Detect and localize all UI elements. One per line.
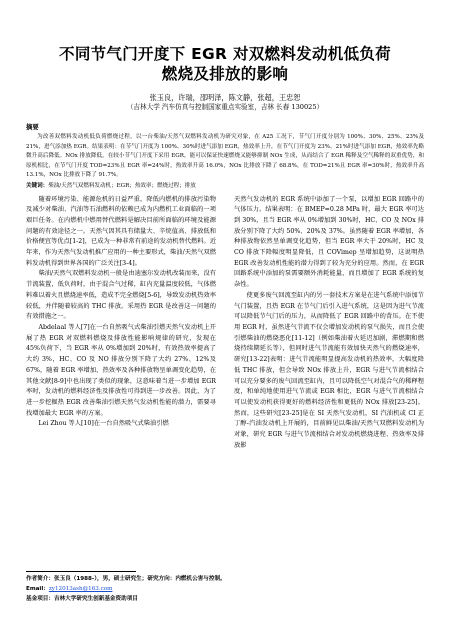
paper-title (26, 0, 424, 84)
title-line-2: 燃烧及排放的影响 (161, 65, 289, 83)
keywords-text: 柴油/天然气双燃料发动机；EGR；热效率；燃烧过程；排放 (48, 182, 196, 189)
email-line (26, 584, 424, 594)
paragraph: 使更多废气回流至缸内的另一套技术方案是在进气系统中添加节气门装置，且热 EGR 在节气门后引入进气系统，这是因为进气节流可以降低节气门后的压力，从而降低了 EGR 回路中的背压。在不使用 EGR 时，虽然进气节流不仅会增加发动机的泵气损失，而且会使引燃柴油的燃烧恶化[11-12]（例如柴油着火延迟加剧，滞燃期和燃烧持续期延长等），但同时进气节流能有效加快天然气的燃烧速率，研究[13-22]表明：进气节流能明显提高发动机的热效率，大幅度降低 THC 排放，但会导致 NOx 排放上升，EGR 与进气节流相结合可以充分要多的废气回流至缸内，且可以降低空气对混合气的稀释程度，和单纯地使用进气节流或 EGR 相比，EGR 与进气节流相结合可以使发动机获得更好的燃料经济性和更低的 NOx 排放[23-25]。然而，这些研究[23-25]是在 SI 天然气发动机，SI 汽油机或 CI 正丁醇-汽油发动机上开展的，目前鲜见以柴油/天然气双燃料发动机为对象，研究 EGR 与进气节流相结合对发动机燃烧进程、热效率及排放影 (234, 291, 424, 449)
fund-line (26, 594, 424, 604)
abstract-text: 为改善双燃料发动机低负荷燃烧过程，以一台柴油/天然气双燃料发动机为研究对象，在 A25 工况下，节气门开度分别为 100%、30%、25%、23%及 21%，进气添加热 EGR。结果表明：在节气门开度为 100%、30%时进气添加 EGR，热效率上升，在节气门开度为 23%、21%时进气添加 EGR，热效率先略微升高后降低。NOx 排放降低，在较小节气门开度下采用 EGR，能可以保证快速燃烧又能够抑制 NOx 生成，从而结合了 EGR 稀释及空气稀释的双重优势，和原机相比，在节气门开度 TOD=23%且 EGR 率=24%时，热效率升高 16.0%，NOx 比排放下降了 68.8%，在 TOD=21%且 EGR 率=30%时，热效率升高 13.1%，NOx 比排放下降了 91.7%。 (26, 134, 424, 179)
footnotes (26, 574, 424, 604)
email-link[interactable]: zy12013ash@163.com (48, 586, 113, 592)
fund-text: 基金项目：吉林大学研究生创新基金资助项目 (26, 596, 138, 602)
paragraph: 天然气发动机的 EGR 系统中添加了一个泵，以增加 EGR 回路中的气体压力。结果表明：在 BMEP=0.28 MPa 时，最大 EGR 率可达到 30%，且当 EGR 率从 0%增加到 30%时，HC、CO 及 NOx 排放分别下降了大约 50%、20%及 37%。虽然随着 EGR 率增加，各种排放物依然呈单调变化趋势，但当 EGR 率大于 20%时，HC 及 CO 排放下降幅度明显降低，且 COVimep 呈增加趋势，这说明热 EGR 改善发动机性能的潜力得到了较为充分的应用。然而，在 EGR 回路系统中添加的泵需要额外消耗能量，而且增加了 EGR 系统的复杂性。 (234, 195, 424, 289)
left-column (26, 195, 216, 452)
title-line-1: 不同节气门开度下 EGR 对双燃料发动机低负荷 (59, 45, 391, 63)
abstract-heading: 摘要 (26, 123, 39, 131)
keywords (26, 182, 424, 192)
email-label: Email： (26, 586, 49, 592)
keywords-label: 关键词： (26, 182, 49, 189)
paragraph: 柴油/天然气双燃料发动机一般是由迪塞尔发动机改装而来，没有节流装置，低负荷时，由于混合气过稀，缸内充量温度较低，气体燃料难以着火且燃烧速率低，造成不完全燃烧[5-6]，导致发动机热效率较低，并伴随着较高的 THC 排放。采用热 EGR 是改善这一问题的有效措施之一。 (26, 270, 216, 321)
author-bio-text: 作者简介：张玉良（1988-），男，硕士研究生；研究方向：内燃机公害与控制。 (26, 576, 226, 582)
paragraph: Abdelaal 等人[7]在一台自然吸气式柴油引燃天然气发动机上开展了热 EGR 对双燃料燃烧及排放性能影响规律的研究，发现在 45%负荷下，当 EGR 率从 0%增加到 20%时，有效热效率提高了大约 3%，HC、CO 及 NO 排放分别下降了大约 27%、12%及 67%，随着 EGR 率增加，热效率及各种排放物呈单调变化趋势，在其他文献[8-9]中也出现了类似的现象，这意味着当进一步增加 EGR 率时，发动机的燃料经济性及排放性可得到进一步改善。因此，为了进一步挖掘热 EGR 改善柴油引燃天然气发动机性能的潜力，需要寻找增加最大 EGR 率的方案。 (26, 324, 216, 417)
affiliation: （吉林大学 汽车仿真与控制国家重点实验室，吉林 长春 130025） (126, 103, 324, 111)
paragraph: Lei Zhou 等人[10]在一台自然吸气式柴油引燃 (38, 420, 169, 428)
paragraph: 随着环境污染、能源危机的日益严重，降低内燃机的排放污染物及减少对柴油、汽油等石油燃料的依赖已成为内燃机工业面临的一项艰巨任务。在内燃机中燃用替代燃料是解决目前所面临的环境及能源问题的有效途径之一。天然气因其具有储量大、辛烷值高、排放低和价格便宜等优点[1-2]，已成为一种非常有前途的发动机替代燃料。近年来，作为天然气发动机推广应用的一种主要形式，柴油/天然气双燃料发动机得到世界各国的广泛关注[3-4]。 (26, 195, 216, 267)
body-text (26, 195, 424, 452)
footnote-divider (26, 571, 136, 572)
author-bio (26, 574, 424, 584)
right-column (234, 195, 424, 452)
author-list: 张玉良，许瑞，邵明泽，陈文静，张超，王忠恕 (149, 93, 301, 102)
